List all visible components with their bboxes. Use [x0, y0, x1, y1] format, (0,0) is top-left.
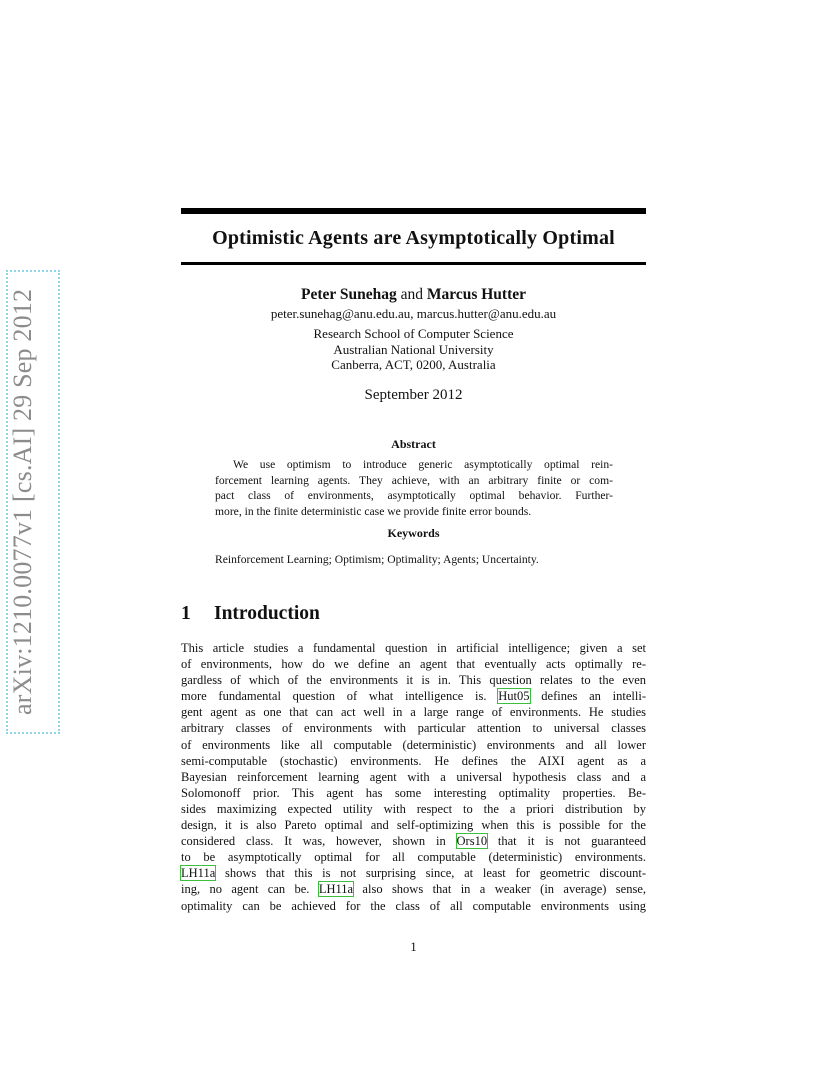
body-line-text: sides maximizing expected utility with respect to the a priori distribution by [181, 801, 646, 816]
body-line-text: Solomonoff prior. This agent has some interesting optimality properties. Be- [181, 785, 646, 800]
body-line-text: also shows that in a weaker (in average) sense, [353, 882, 647, 897]
abstract-line: forcement learning agents. They achieve, with an arbitrary finite or com- [215, 473, 613, 487]
body-line-text: of environments like all computable (deterministic) environments and all lower [181, 737, 646, 752]
page-number: 1 [410, 939, 417, 954]
body-line-text: This article studies a fundamental question in artificial intelligence; given a set [181, 641, 646, 655]
abstract-line: pact class of environments, asymptotically optimal behavior. Further- [215, 489, 613, 503]
paper-title: Optimistic Agents are Asymptotically Optimal [212, 227, 615, 249]
affiliation-line: Canberra, ACT, 0200, Australia [331, 357, 496, 373]
body-line-text: Bayesian reinforcement learning agent with a universal hypothesis class and a [181, 769, 646, 784]
body-line-text: gardless of which of the environments it is in. This question relates to the even [181, 673, 646, 688]
body-line [181, 785, 646, 801]
body-line-text: to be asymptotically optimal for all computable (deterministic) environments. [181, 850, 646, 865]
body-line-text: gent agent as one that can act well in a large range of environments. He studies [181, 705, 646, 720]
citation-link[interactable]: LH11a [181, 866, 216, 881]
section-heading [181, 603, 320, 625]
body-line-text: shows that this is not surprising since, at least for geometric discount- [215, 866, 646, 881]
abstract-line: more, in the finite deterministic case we provide finite error bounds. [215, 504, 532, 518]
body-line [181, 898, 646, 914]
body-line [181, 640, 646, 656]
introduction-body [181, 640, 646, 914]
section-title: Introduction [214, 603, 320, 624]
body-line-text: ing, no agent can be. [181, 882, 319, 897]
body-line [181, 817, 646, 833]
authors [181, 286, 646, 304]
abstract-heading: Abstract [391, 437, 436, 451]
body-line-text: design, it is also Pareto optimal and self-optimizing when this is possible for the [181, 818, 646, 833]
author-emails: peter.sunehag@anu.edu.au, marcus.hutter@anu.edu.au [270, 306, 557, 321]
citation-link[interactable]: LH11a [318, 882, 354, 897]
body-line [181, 833, 646, 849]
title-rule-top [181, 208, 646, 214]
author-1: Peter Sunehag [300, 286, 397, 303]
body-line [181, 737, 646, 753]
body-line [181, 720, 646, 736]
body-line-text: considered class. It was, however, shown in [181, 834, 457, 849]
date: September 2012 [364, 387, 463, 403]
body-line [181, 881, 646, 897]
citation-link[interactable]: Hut05 [498, 689, 530, 704]
keywords-heading: Keywords [387, 526, 440, 540]
arxiv-stamp: arXiv:1210.0077v1 [cs.AI] 29 Sep 2012 [8, 272, 58, 732]
keywords-text: Reinforcement Learning; Optimism; Optimality; Agents; Uncertainty. [215, 553, 539, 566]
affiliation-line: Research School of Computer Science [313, 326, 514, 341]
body-line-text: arbitrary classes of environments with particular attention to universal classes [181, 721, 646, 736]
body-line-text: optimality can be achieved for the class of all computable environments using [181, 898, 646, 913]
body-line-text: defines an intelli- [529, 689, 646, 704]
body-line [181, 672, 646, 688]
title-rule-bottom [181, 262, 646, 265]
body-line [181, 769, 646, 785]
body-line [181, 753, 646, 769]
body-line-text: semi-computable (stochastic) environments. He defines the AIXI agent as a [181, 753, 646, 768]
body-line [181, 656, 646, 672]
author-2: Marcus Hutter [426, 286, 527, 303]
body-line [181, 849, 646, 865]
body-line-text: that it is not guaranteed [487, 834, 647, 849]
citation-link[interactable]: Ors10 [456, 834, 488, 849]
section-number: 1 [181, 603, 191, 624]
body-line [181, 801, 646, 817]
body-line [181, 704, 646, 720]
author-conjunction: and [400, 286, 423, 303]
body-line [181, 865, 646, 881]
abstract-text [215, 457, 613, 519]
body-line-text: more fundamental question of what intelligence is. [181, 689, 499, 704]
affiliation [181, 326, 646, 373]
abstract-line: We use optimism to introduce generic asymptotically optimal rein- [233, 458, 613, 471]
affiliation-line: Australian National University [333, 341, 494, 357]
body-line [181, 688, 646, 704]
body-line-text: of environments, how do we define an agent that eventually acts optimally re- [181, 657, 646, 672]
